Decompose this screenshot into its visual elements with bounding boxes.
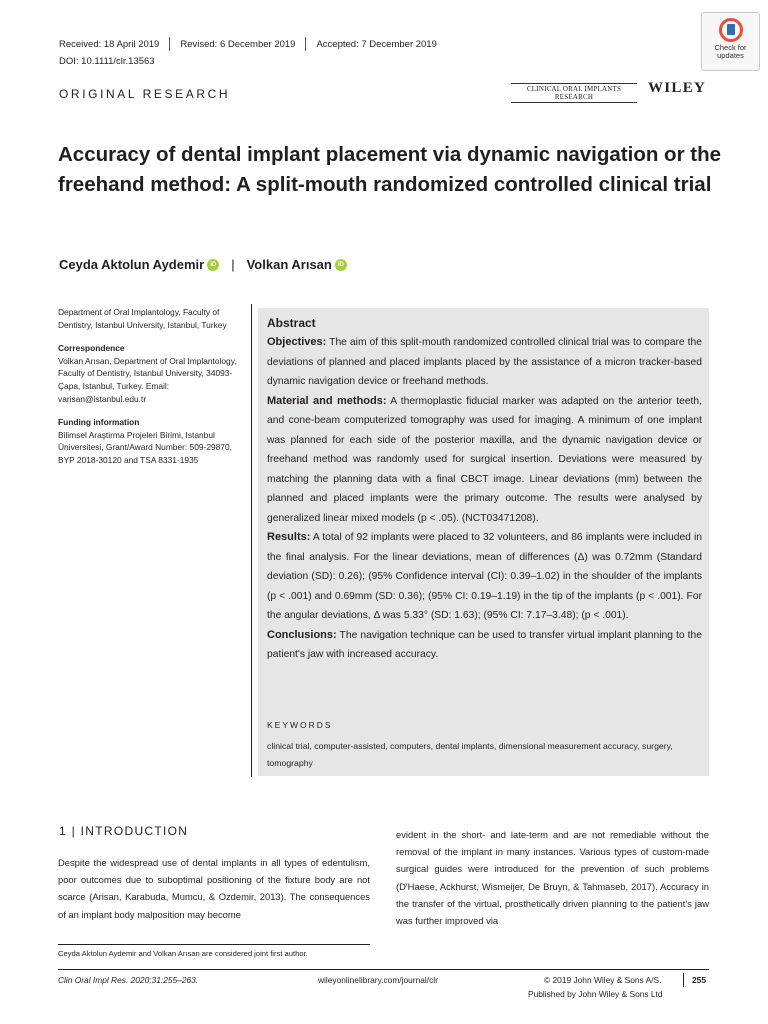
author-name[interactable]: Volkan Arısan xyxy=(246,257,332,272)
crossmark-icon xyxy=(719,18,743,42)
methods-label: Material and methods: xyxy=(267,394,387,407)
orcid-icon[interactable]: iD xyxy=(207,259,219,271)
affiliation: Department of Oral Implantology, Faculty of Dentistry, Istanbul University, Istanbul, Turkey xyxy=(58,307,227,330)
intro-text-right: evident in the short- and late-term and are not remediable without the removal of the implant in many instances. Various types of custom-made surgical guides were introduced for the prevention of such problems (D'Haese, Ackhurst, Wismeijer, De Bruyn, & Tahmaseb, 2017). Accuracy in the transfer of the virtual, prosthetically driven planning to the patient's jaw was further improved via xyxy=(396,829,709,927)
orcid-icon[interactable]: iD xyxy=(335,259,347,271)
copyright: © 2019 John Wiley & Sons A/S. xyxy=(544,975,662,985)
publisher-logo: WILEY xyxy=(648,80,707,96)
correspondence-text: Volkan Arısan, Department of Oral Implantology, Faculty of Dentistry, Istanbul University, 34093-Çapa, Istanbul, Turkey. Email: varisan@istanbul.edu.tr xyxy=(58,355,237,404)
check-for-updates-button[interactable] xyxy=(701,12,760,71)
footnote: Ceyda Aktolun Aydemir and Volkan Arısan are considered joint first author. xyxy=(58,949,308,958)
revised-date: Revised: 6 December 2019 xyxy=(180,38,296,50)
abstract-heading: Abstract xyxy=(267,316,316,330)
objectives-text: The aim of this split-mouth randomized controlled clinical trial was to compare the deviations of planned and placed implants placed by the assistance of a micron tracker-based dynamic navigation device or freehand methods. xyxy=(267,337,702,387)
article-title: Accuracy of dental implant placement via dynamic navigation or the freehand method: A split-mouth randomized controlled clinical trial xyxy=(58,143,722,196)
conclusions-label: Conclusions: xyxy=(267,628,337,641)
keywords-heading: KEYWORDS xyxy=(267,720,333,730)
methods-text: A thermoplastic fiducial marker was adapted on the anterior teeth, and cone-beam computerized tomography was used for imaging. A minimum of one implant was planned for each side of the posterior maxilla, and the dynamic navigation device or freehand method was randomly used for surgical insertion. Deviations were measured by matching the planning data with a final CBCT image. Linear deviations (mm) between the planned and placed implants were the primary outcome. The results were analysed by generalized linear mixed models (p < .05). (NCT03471208). xyxy=(267,395,703,524)
author-name[interactable]: Ceyda Aktolun Aydemir xyxy=(59,257,205,272)
page-number: 255 xyxy=(692,975,706,985)
author-list xyxy=(59,257,347,272)
funding-block xyxy=(58,416,248,466)
author-separator: | xyxy=(231,257,235,272)
conclusions-text: The navigation technique can be used to transfer virtual implant planning to the patient's jaw with increased accuracy. xyxy=(267,629,702,660)
section-label: ORIGINAL RESEARCH xyxy=(59,87,231,101)
check-updates-line2: updates xyxy=(717,51,744,60)
abstract-divider xyxy=(251,304,252,777)
keywords-list: clinical trial, computer-assisted, computers, dental implants, dimensional measurement accuracy, surgery, tomography xyxy=(267,741,673,768)
footnote-rule xyxy=(58,944,370,945)
correspondence-heading: Correspondence xyxy=(58,343,125,354)
footer-rule xyxy=(58,969,709,970)
date-separator xyxy=(305,37,306,51)
article-dates xyxy=(59,37,437,51)
article-info-column xyxy=(58,306,248,478)
intro-text-left: Despite the widespread use of dental implants in all types of edentulism, poor outcomes due to suboptimal positioning of the fixture body are not scarce (Arisan, Karabuda, Mumcu, & Ozdemir, 2013). The consequences of an implant body malposition may become xyxy=(58,857,370,920)
abstract-results xyxy=(267,528,702,626)
results-label: Results: xyxy=(267,531,311,543)
correspondence-block xyxy=(58,342,248,405)
published-by: Published by John Wiley & Sons Ltd xyxy=(528,989,663,999)
journal-name: CLINICAL ORAL IMPLANTS RESEARCH xyxy=(511,83,637,103)
funding-heading: Funding information xyxy=(58,417,140,428)
journal-citation: Clin Oral Impl Res. 2020;31:255–263. xyxy=(58,975,199,985)
results-text: A total of 92 implants were placed to 32 volunteers, and 86 implants were included in the final analysis. For the linear deviations, mean of differences (Δ) was 0.72mm (Standard deviation (SD): 0.26); (95% Confidence interval (CI): 0.39–1.02) in the shoulder of the implants (p < .001) and 0.69mm (SD: 0.36); (95% CI: 0.19–1.19) in the tip of the implants (p < .001). For the angular deviations, Δ was 5.33° (SD: 1.63); (95% CI: 7.17–3.48); (p < .001). xyxy=(267,532,702,621)
received-date: Received: 18 April 2019 xyxy=(59,38,160,50)
footer-separator xyxy=(683,973,684,987)
date-separator xyxy=(169,37,170,51)
check-updates-line1: Check for xyxy=(714,43,747,52)
introduction-heading: 1 | INTRODUCTION xyxy=(59,824,189,838)
doi-link[interactable]: DOI: 10.1111/clr.13563 xyxy=(59,56,155,67)
journal-url-link[interactable]: wileyonlinelibrary.com/journal/clr xyxy=(318,975,438,985)
objectives-label: Objectives: xyxy=(267,336,327,348)
abstract-objectives xyxy=(267,333,702,392)
abstract-conclusions xyxy=(267,626,702,665)
accepted-date: Accepted: 7 December 2019 xyxy=(316,38,437,50)
abstract xyxy=(267,313,702,665)
abstract-methods xyxy=(267,392,702,529)
funding-text: Bilimsel Araştirma Projeleri Birimi, Istanbul Üniversitesi, Grant/Award Number: 509-29870, BYP 2018-30120 and TSA 8331-1935 xyxy=(58,429,232,465)
